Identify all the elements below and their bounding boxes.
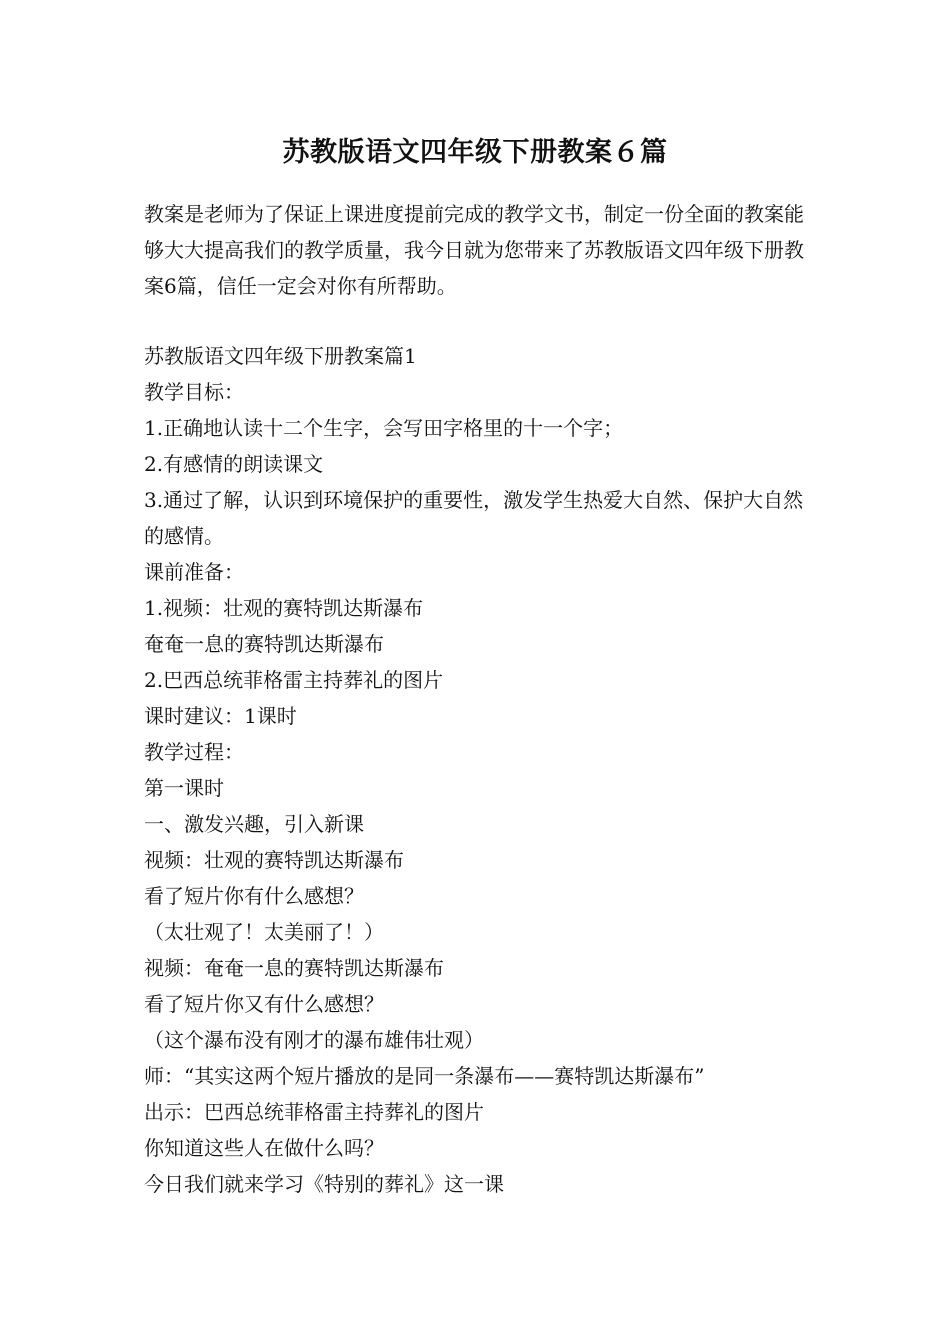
body-line: 今日我们就来学习《特别的葬礼》这一课 (144, 1172, 504, 1196)
body-line: 你知道这些人在做什么吗？ (144, 1136, 384, 1160)
body-line: 2.有感情的朗读课文 (144, 452, 324, 476)
body-line: 课时建议：1课时 (144, 704, 297, 728)
body-line: 师：“其实这两个短片播放的是同一条瀑布——赛特凯达斯瀑布” (144, 1064, 705, 1088)
body-line: 看了短片你又有什么感想？ (144, 992, 384, 1016)
body-line: 视频：壮观的赛特凯达斯瀑布 (144, 848, 404, 872)
document-title: 苏教版语文四年级下册教案６篇 (282, 137, 668, 168)
body-line: 看了短片你有什么感想？ (144, 884, 364, 908)
body-line: （太壮观了！太美丽了！） (144, 920, 384, 944)
body-line: 教学目标： (144, 380, 244, 404)
body-line: （这个瀑布没有刚才的瀑布雄伟壮观） (144, 1028, 484, 1052)
body-line: 教学过程： (144, 740, 244, 764)
section-heading: 苏教版语文四年级下册教案篇1 (144, 344, 417, 368)
body-line: 一、激发兴趣，引入新课 (144, 812, 364, 836)
body-line: 课前准备： (144, 560, 244, 584)
body-line: 奄奄一息的赛特凯达斯瀑布 (144, 632, 384, 656)
document-body (144, 338, 814, 1202)
body-line: 1.正确地认读十二个生字，会写田字格里的十一个字； (144, 416, 624, 440)
body-line: 2.巴西总统菲格雷主持葬礼的图片 (144, 668, 444, 692)
body-line: 第一课时 (144, 776, 224, 800)
body-line: 视频：奄奄一息的赛特凯达斯瀑布 (144, 956, 444, 980)
body-line: 出示：巴西总统菲格雷主持葬礼的图片 (144, 1100, 484, 1124)
body-line: 1.视频：壮观的赛特凯达斯瀑布 (144, 596, 424, 620)
body-line: 3.通过了解，认识到环境保护的重要性，激发学生热爱大自然、保护大自然的感情。 (144, 488, 804, 548)
intro-paragraph: 教案是老师为了保证上课进度提前完成的教学文书，制定一份全面的教案能够大大提高我们的教学质量，我今日就为您带来了苏教版语文四年级下册教案6篇，信任一定会对你有所帮助。 (144, 202, 804, 298)
